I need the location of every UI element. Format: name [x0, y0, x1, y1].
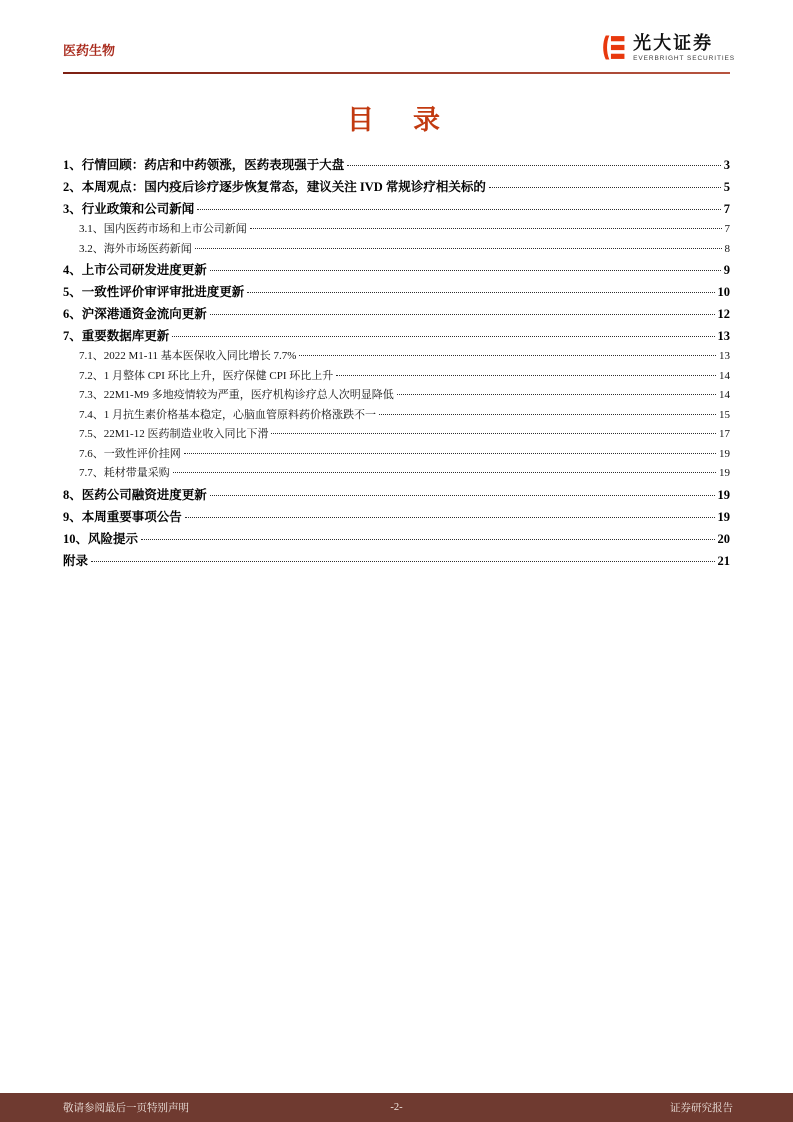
toc-entry [63, 386, 730, 406]
toc-entry-page: 12 [717, 307, 730, 321]
toc-entry-label: 7.6、一致性评价挂网 [79, 447, 181, 460]
toc-leader-dots [141, 539, 714, 540]
toc-entry [63, 367, 730, 387]
toc-entry [63, 176, 730, 198]
toc-entry-page: 7 [723, 202, 730, 216]
header-divider [63, 72, 730, 74]
toc-leader-dots [271, 433, 716, 434]
toc-entry-page: 21 [717, 553, 730, 568]
toc-entry-label: 7.2、1 月整体 CPI 环比上升，医疗保健 CPI 环比上升 [79, 369, 334, 382]
everbright-logo-icon [599, 34, 626, 61]
toc-leader-dots [379, 414, 716, 415]
toc-entry [63, 506, 730, 528]
report-category-label: 医药生物 [63, 43, 116, 58]
toc-entry [63, 154, 730, 176]
toc-leader-dots [195, 248, 722, 249]
toc-entry-page: 8 [724, 242, 730, 255]
toc-leader-dots [336, 375, 716, 376]
toc-entry-page: 10 [717, 285, 730, 299]
toc-entry-label: 7.1、2022 M1-11 基本医保收入同比增长 7.7% [79, 350, 297, 362]
toc-leader-dots [91, 561, 714, 562]
toc-entry-page: 9 [723, 263, 730, 277]
toc-leader-dots [210, 314, 715, 315]
toc-entry [63, 281, 730, 303]
toc-title: 目 录 [347, 105, 446, 135]
toc-entry-label: 6、沪深港通资金流向更新 [63, 307, 207, 321]
toc-entry-label: 10、风险提示 [63, 531, 139, 546]
toc-entry-page: 19 [719, 467, 730, 479]
toc-leader-dots [210, 270, 721, 271]
toc-entry-label: 7.3、22M1-M9 多地疫情较为严重，医疗机构诊疗总人次明显降低 [79, 389, 394, 401]
page-header [63, 34, 735, 67]
toc-entry [63, 484, 730, 506]
toc-entry-label: 9、本周重要事项公告 [63, 509, 182, 524]
brand-name: 光大证券 [633, 33, 714, 53]
toc-entry-label: 3、行业政策和公司新闻 [63, 202, 195, 216]
toc-entry [63, 325, 730, 347]
toc-entry-label: 7.7、耗材带量采购 [79, 467, 170, 479]
toc-entry-page: 20 [717, 531, 730, 546]
toc-entry [63, 550, 730, 572]
footer-page-number: -2- [390, 1102, 403, 1113]
toc-entry-page: 15 [719, 408, 730, 421]
toc-leader-dots [172, 336, 714, 337]
toc-leader-dots [489, 187, 721, 188]
toc-entry [63, 259, 730, 281]
toc-entry-page: 17 [719, 428, 730, 440]
brand-block [599, 34, 735, 67]
toc-entry-page: 13 [717, 329, 730, 343]
toc-entry [63, 528, 730, 550]
toc-entry-label: 4、上市公司研发进度更新 [63, 263, 207, 277]
toc-leader-dots [247, 292, 714, 293]
toc-entry-page: 19 [717, 509, 730, 524]
toc-entry-page: 7 [724, 223, 730, 235]
toc-entry-label: 7、重要数据库更新 [63, 329, 170, 343]
toc-entry-label: 2、本周观点：国内疫后诊疗逐步恢复常态，建议关注 IVD 常规诊疗相关标的 [63, 180, 486, 194]
toc-entry-label: 3.1、国内医药市场和上市公司新闻 [79, 223, 247, 235]
toc-entry-page: 19 [717, 487, 730, 502]
toc-leader-dots [347, 165, 720, 166]
toc-entry-label: 7.4、1 月抗生素价格基本稳定，心脑血管原料药价格涨跌不一 [79, 408, 376, 421]
footer-disclaimer: 敬请参阅最后一页特别声明 [63, 1103, 189, 1114]
toc-entry-page: 5 [723, 180, 730, 194]
toc-entry-label: 5、一致性评价审评审批进度更新 [63, 285, 245, 299]
toc-entry [63, 240, 730, 260]
page-footer [0, 1093, 793, 1122]
toc-entry [63, 425, 730, 445]
toc-entry [63, 464, 730, 484]
toc-leader-dots [250, 228, 722, 229]
toc-entry-page: 14 [719, 389, 730, 401]
brand-text [633, 34, 735, 62]
toc-entry [63, 347, 730, 367]
toc-entry-page: 19 [719, 447, 730, 460]
toc-entry-page: 14 [719, 369, 730, 382]
toc-entry-page: 3 [723, 158, 730, 172]
toc-leader-dots [397, 394, 716, 395]
toc-entry [63, 445, 730, 465]
toc-entry-label: 1、行情回顾：药店和中药领涨，医药表现强于大盘 [63, 158, 345, 172]
toc-entry-page: 13 [719, 350, 730, 362]
toc-leader-dots [197, 209, 720, 210]
toc-entry-label: 3.2、海外市场医药新闻 [79, 242, 192, 255]
toc-entry-label: 附录 [63, 553, 89, 568]
toc-leader-dots [173, 472, 716, 473]
toc-entry-label: 7.5、22M1-12 医药制造业收入同比下滑 [79, 428, 269, 440]
toc-leader-dots [184, 453, 716, 454]
toc-list [63, 154, 730, 572]
toc-leader-dots [210, 495, 715, 496]
toc-entry-label: 8、医药公司融资进度更新 [63, 487, 207, 502]
toc-entry [63, 303, 730, 325]
toc-leader-dots [299, 355, 716, 356]
toc-entry [63, 406, 730, 426]
toc-leader-dots [185, 517, 715, 518]
toc-entry [63, 220, 730, 240]
toc-entry [63, 198, 730, 220]
brand-subtitle: EVERBRIGHT SECURITIES [633, 55, 735, 62]
footer-report-type: 证券研究报告 [670, 1103, 733, 1114]
